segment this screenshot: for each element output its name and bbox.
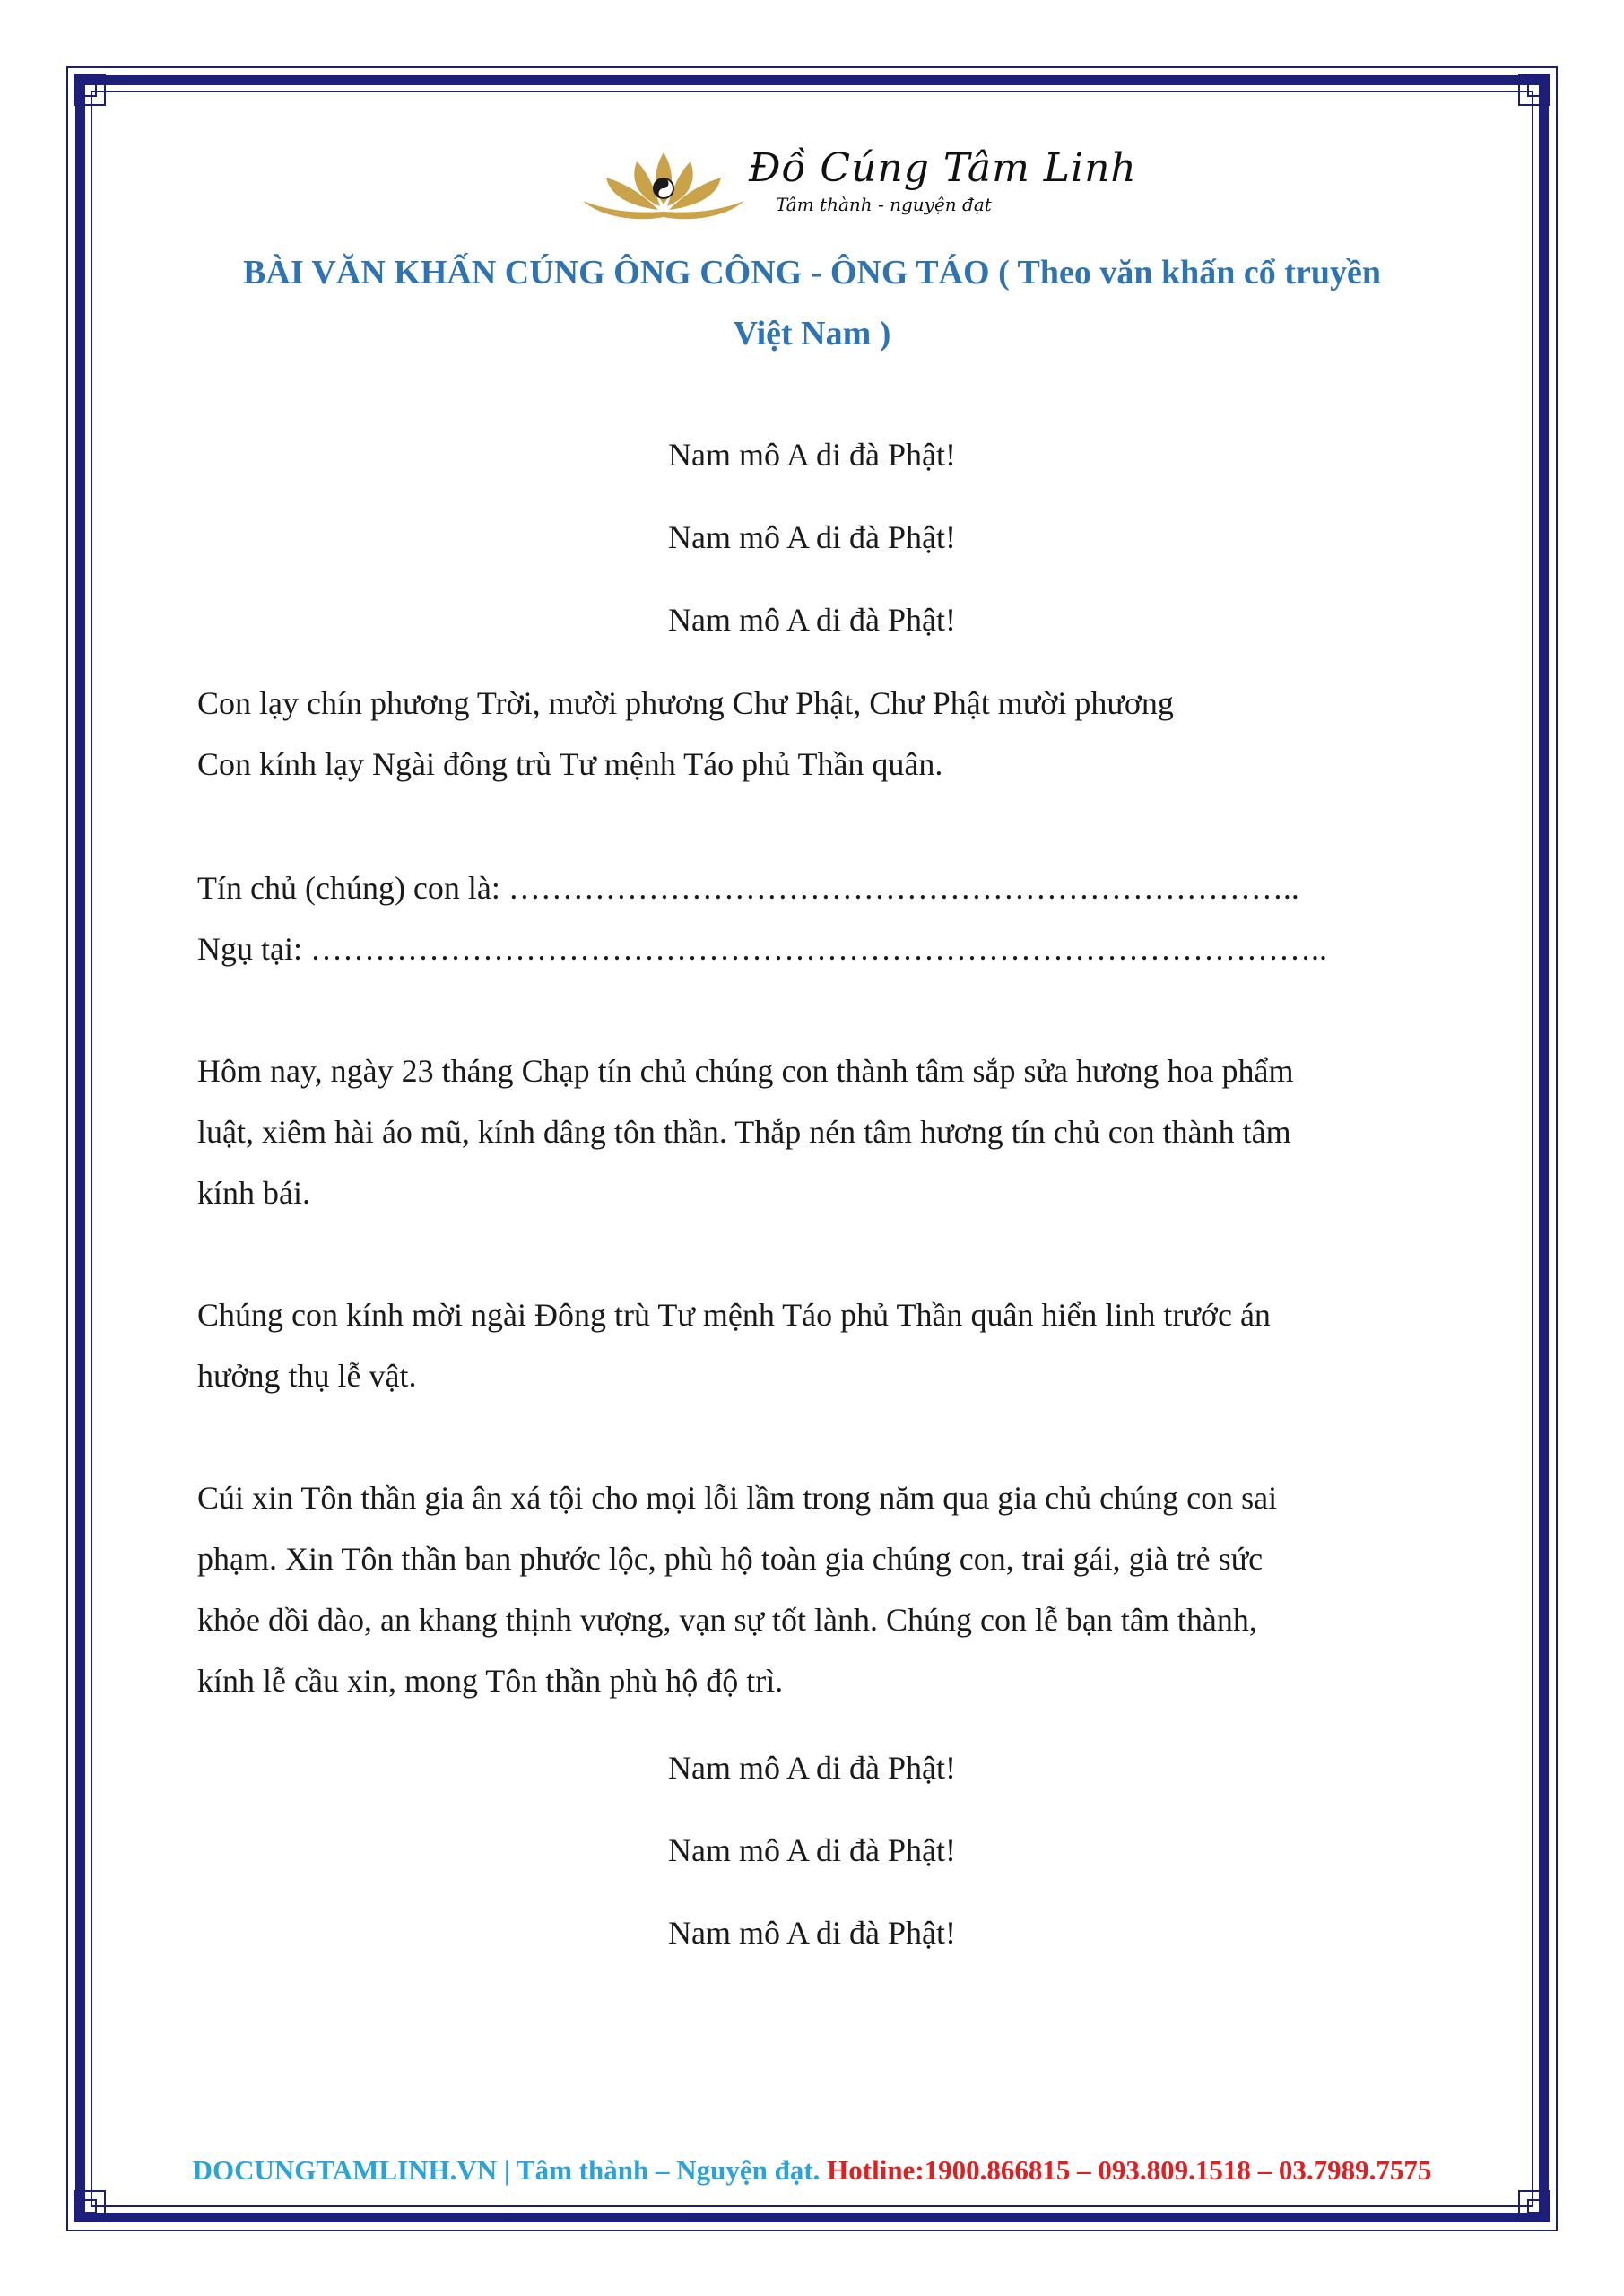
- page-title: [179, 242, 1445, 364]
- text-line: Cúi xin Tôn thần gia ân xá tội cho mọi lỗi lầm trong năm qua gia chủ chúng con sai: [197, 1480, 1278, 1516]
- prayer-line: Nam mô A di đà Phật!: [668, 602, 956, 638]
- logo-name: Đồ Cúng Tâm Linh: [749, 145, 1137, 191]
- text-line: Hôm nay, ngày 23 tháng Chạp tín chủ chúng con thành tâm sắp sửa hương hoa phẩm: [197, 1053, 1294, 1089]
- invitation-paragraph: [197, 1284, 1435, 1406]
- text-line: kính bái.: [197, 1175, 310, 1211]
- text-line: Con lạy chín phương Trời, mười phương Chư Phật, Chư Phật mười phương: [197, 685, 1174, 721]
- border-corner-ornament: [1518, 2190, 1550, 2222]
- text-line: Chúng con kính mời ngài Đông trù Tư mệnh Táo phủ Thần quân hiển linh trước án: [197, 1297, 1271, 1333]
- address-field-line: Ngụ tại: …………………………………………………………………………………..: [197, 931, 1327, 967]
- lotus-icon: [574, 135, 753, 233]
- prayer-line: Nam mô A di đà Phật!: [668, 437, 956, 473]
- logo-tagline: Tâm thành - nguyện đạt: [776, 194, 992, 215]
- blessing-paragraph: [197, 1467, 1435, 1711]
- prayer-line: Nam mô A di đà Phật!: [668, 519, 956, 555]
- border-corner-ornament: [74, 2190, 106, 2222]
- text-line: phạm. Xin Tôn thần ban phước lộc, phù hộ toàn gia chúng con, trai gái, già trẻ sức: [197, 1541, 1264, 1577]
- prayer-line: Nam mô A di đà Phật!: [668, 1915, 956, 1951]
- text-line: luật, xiêm hài áo mũ, kính dâng tôn thần. Thắp nén tâm hương tín chủ con thành tâm: [197, 1114, 1291, 1150]
- footer-website-link[interactable]: DOCUNGTAMLINH.VN | Tâm thành – Nguyện đạt.: [192, 2154, 821, 2186]
- page-title-line: Việt Nam ): [733, 315, 891, 352]
- logo: [574, 135, 1137, 233]
- prayer-line: Nam mô A di đà Phật!: [668, 1832, 956, 1868]
- text-line: khỏe dồi dào, an khang thịnh vượng, vạn sự tốt lành. Chúng con lễ bạn tâm thành,: [197, 1602, 1257, 1638]
- page-title-line: BÀI VĂN KHẤN CÚNG ÔNG CÔNG - ÔNG TÁO ( Theo văn khấn cổ truyền: [243, 254, 1381, 291]
- invocation-paragraph: [197, 673, 1435, 795]
- border-corner-ornament: [1518, 74, 1550, 106]
- name-field-line: Tín chủ (chúng) con là: ………………………………………………………………..: [197, 870, 1299, 906]
- prayer-line: Nam mô A di đà Phật!: [668, 1750, 956, 1786]
- fill-in-fields: [197, 857, 1435, 979]
- border-corner-ornament: [74, 74, 106, 106]
- text-line: Con kính lạy Ngài đông trù Tư mệnh Táo phủ Thần quân.: [197, 746, 943, 782]
- text-line: kính lễ cầu xin, mong Tôn thần phù hộ độ trì.: [197, 1663, 784, 1699]
- footer-hotline: Hotline:1900.866815 – 093.809.1518 – 03.7989.7575: [827, 2154, 1432, 2186]
- offering-paragraph: [197, 1040, 1435, 1223]
- footer: [0, 2154, 1624, 2187]
- text-line: hưởng thụ lễ vật.: [197, 1358, 417, 1394]
